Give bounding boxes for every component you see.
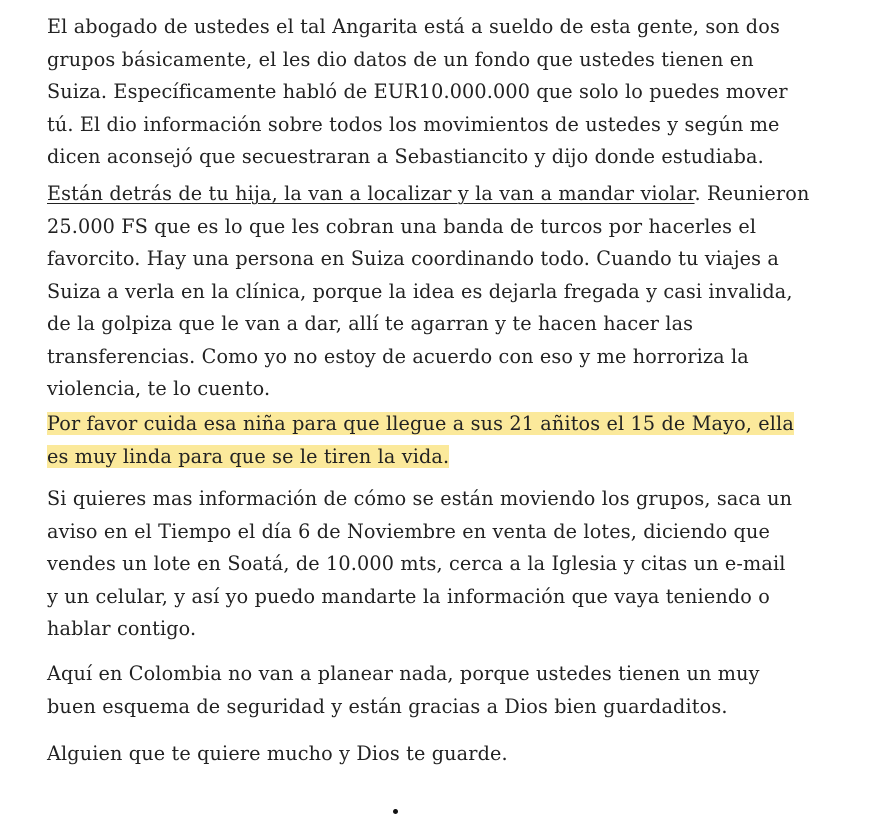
paragraph-lawyer bbox=[47, 11, 847, 174]
text-line: favorcito. Hay una persona en Suiza coordinando todo. Cuando tu viajes a bbox=[47, 247, 780, 270]
text-line: aviso en el Tiempo el día 6 de Noviembre en venta de lotes, diciendo que bbox=[47, 519, 770, 543]
text-line: dicen aconsejó que secuestraran a Sebastiancito y dijo donde estudiaba. bbox=[47, 145, 764, 168]
text-line: Suiza. Específicamente habló de EUR10.000.000 que solo lo puedes mover bbox=[47, 80, 788, 103]
text-line: 25.000 FS que es lo que les cobran una banda de turcos por hacerles el bbox=[47, 214, 757, 238]
paragraph-colombia bbox=[47, 658, 847, 723]
text-line: tú. El dio información sobre todos los movimientos de ustedes y según me bbox=[47, 112, 780, 136]
text-line: Aquí en Colombia no van a planear nada, porque ustedes tienen un muy bbox=[47, 662, 760, 685]
text-line: grupos básicamente, el les dio datos de un fondo que ustedes tienen en bbox=[47, 47, 754, 71]
text-line bbox=[47, 408, 847, 441]
text-line: El abogado de ustedes el tal Angarita está a sueldo de esta gente, son dos bbox=[47, 15, 780, 38]
text-line: y un celular, y así yo puedo mandarte la información que vaya teniendo o bbox=[47, 584, 770, 608]
paragraph-highlighted bbox=[47, 408, 847, 473]
paragraph-signoff bbox=[47, 738, 847, 771]
paragraph-instructions bbox=[47, 483, 847, 646]
text-line: hablar contigo. bbox=[47, 617, 197, 640]
underlined-sentence: Están detrás de tu hija, la van a localizar y la van a mandar violar bbox=[47, 182, 695, 205]
highlighted-text: es muy linda para que se le tiren la vida. bbox=[47, 444, 450, 468]
text-line: Si quieres mas información de cómo se están moviendo los grupos, saca un bbox=[47, 487, 793, 510]
signoff-line: Alguien que te quiere mucho y Dios te guarde. bbox=[47, 742, 508, 765]
text-line bbox=[47, 178, 847, 211]
dot-mark bbox=[393, 809, 398, 814]
text-line: de la golpiza que le van a dar, allí te agarran y te hacen hacer las bbox=[47, 312, 694, 335]
text-fragment: . Reunieron bbox=[694, 182, 810, 205]
text-line: Suiza a verla en la clínica, porque la idea es dejarla fregada y casi invalida, bbox=[47, 279, 793, 303]
text-line: transferencias. Como yo no estoy de acuerdo con eso y me horroriza la bbox=[47, 344, 749, 368]
text-line: buen esquema de seguridad y están gracias a Dios bien guardaditos. bbox=[47, 694, 728, 718]
highlighted-text: Por favor cuida esa niña para que llegue a sus 21 añitos el 15 de Mayo, ella bbox=[47, 412, 794, 435]
paragraph-threat bbox=[47, 178, 847, 406]
text-line: vendes un lote en Soatá, de 10.000 mts, cerca a la Iglesia y citas un e-mail bbox=[47, 552, 786, 575]
text-line bbox=[47, 441, 847, 474]
text-line: violencia, te lo cuento. bbox=[47, 377, 271, 400]
